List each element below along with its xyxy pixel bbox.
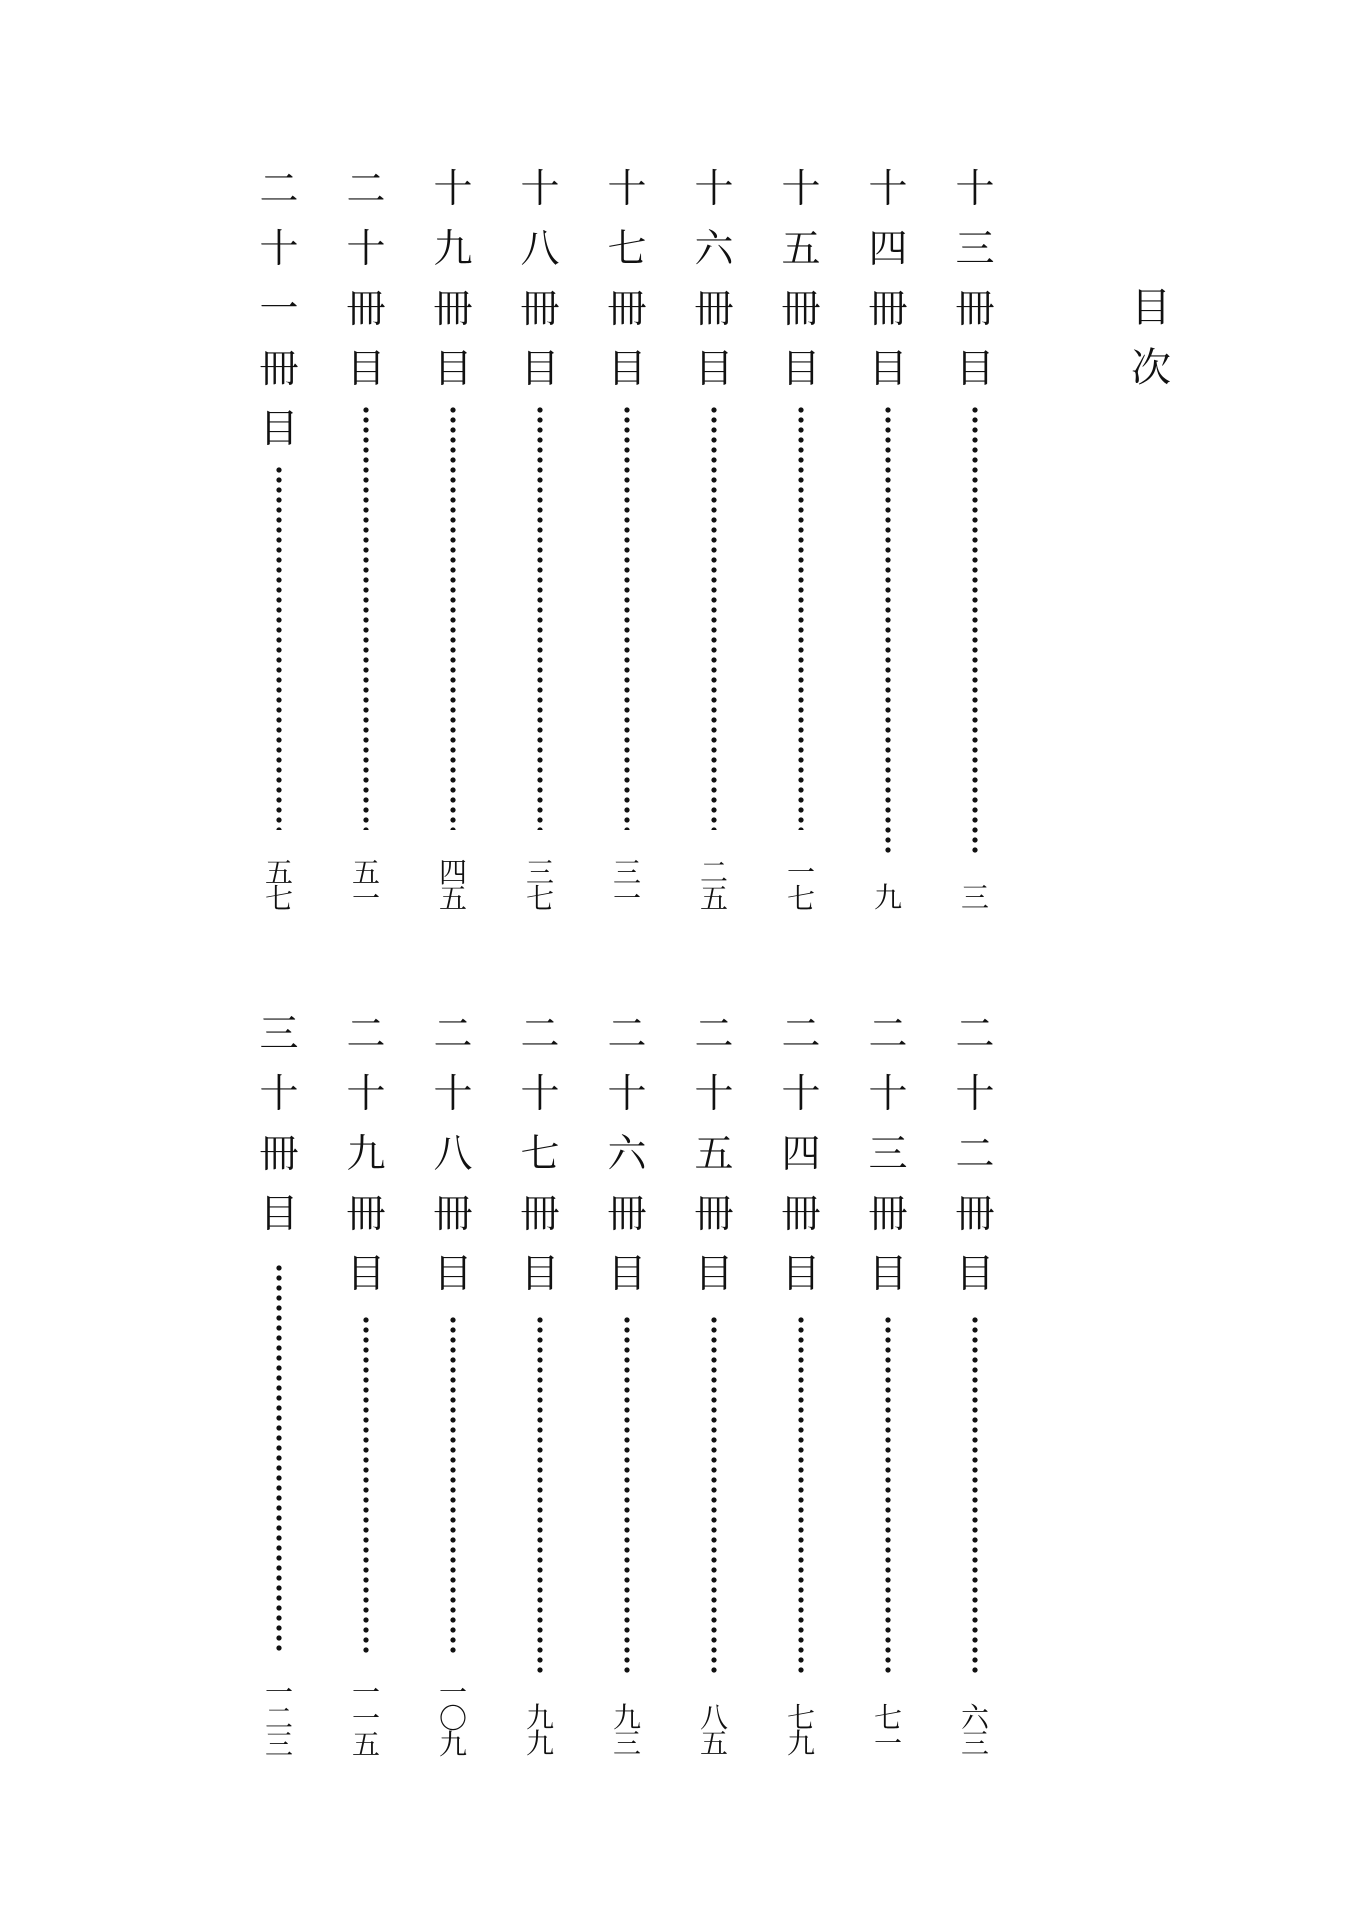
- toc-entry[interactable]: [776, 160, 826, 915]
- dot-leader: [276, 1263, 282, 1655]
- dot-leader: [972, 1315, 978, 1675]
- toc-entry[interactable]: [602, 1005, 652, 1765]
- entry-title: 十三冊目: [955, 167, 995, 392]
- entry-title: 二十冊目: [346, 167, 386, 392]
- entry-title: 十八冊目: [520, 167, 560, 392]
- entry-page-number: 七一: [873, 1701, 902, 1760]
- dot-leader: [363, 1315, 369, 1655]
- entry-page-number: 五七: [264, 856, 293, 915]
- entry-title: 二十八冊目: [433, 1012, 473, 1297]
- dot-leader: [798, 405, 804, 830]
- entry-page-number: 三七: [525, 856, 554, 915]
- dot-leader: [711, 405, 717, 830]
- entry-page-number: 一一五: [351, 1676, 380, 1761]
- entry-title: 十九冊目: [433, 167, 473, 392]
- entry-page-number: 九九: [525, 1701, 554, 1760]
- entry-page-number: 一七: [786, 856, 815, 915]
- dot-leader: [624, 1315, 630, 1675]
- dot-leader: [450, 405, 456, 830]
- entry-title: 二十七冊目: [520, 1012, 560, 1297]
- page-title: 目次: [1131, 285, 1171, 391]
- entry-title: 二十九冊目: [346, 1012, 386, 1297]
- toc-entry[interactable]: [254, 1005, 304, 1765]
- toc-entry[interactable]: [602, 160, 652, 915]
- toc-entry[interactable]: [950, 160, 1000, 914]
- entry-page-number: 三一: [612, 856, 641, 915]
- toc-entry[interactable]: [950, 1005, 1000, 1765]
- entry-page-number: 五一: [351, 856, 380, 915]
- toc-entry[interactable]: [863, 160, 913, 914]
- toc-entry[interactable]: [341, 160, 391, 915]
- toc-upper-block: [0, 160, 1350, 915]
- entry-title: 十六冊目: [694, 167, 734, 392]
- toc-entry[interactable]: [776, 1005, 826, 1765]
- entry-page-number: 四五: [438, 856, 467, 915]
- dot-leader: [972, 405, 978, 855]
- entry-title: 十七冊目: [607, 167, 647, 392]
- dot-leader: [450, 1315, 456, 1655]
- toc-entry[interactable]: [515, 160, 565, 915]
- entry-page-number: 一〇九: [438, 1676, 467, 1761]
- dot-leader: [711, 1315, 717, 1675]
- entry-title: 十五冊目: [781, 167, 821, 392]
- entry-page-number: 九三: [612, 1701, 641, 1760]
- toc-entry[interactable]: [341, 1005, 391, 1765]
- entry-title: 二十五冊目: [694, 1012, 734, 1297]
- entry-title: 二十三冊目: [868, 1012, 908, 1297]
- entry-page-number: 九: [873, 881, 902, 914]
- toc-entry[interactable]: [428, 1005, 478, 1765]
- toc-entry[interactable]: [254, 160, 304, 915]
- dot-leader: [885, 405, 891, 855]
- dot-leader: [537, 1315, 543, 1675]
- toc-entry[interactable]: [515, 1005, 565, 1765]
- entry-page-number: 六三: [960, 1701, 989, 1760]
- dot-leader: [537, 405, 543, 830]
- entry-title: 二十四冊目: [781, 1012, 821, 1297]
- dot-leader: [885, 1315, 891, 1675]
- toc-entry[interactable]: [428, 160, 478, 915]
- entry-title: 三十冊目: [259, 1012, 299, 1237]
- entry-page-number: 七九: [786, 1701, 815, 1760]
- entry-page-number: 三: [960, 881, 989, 914]
- entry-title: 二十一冊目: [259, 167, 299, 452]
- entry-title: 二十六冊目: [607, 1012, 647, 1297]
- entry-title: 二十二冊目: [955, 1012, 995, 1297]
- entry-page-number: 八五: [699, 1701, 728, 1760]
- entry-page-number: 二五: [699, 856, 728, 915]
- toc-lower-block: [0, 1005, 1350, 1765]
- toc-entry[interactable]: [689, 160, 739, 915]
- toc-entry[interactable]: [689, 1005, 739, 1765]
- toc-entry[interactable]: [863, 1005, 913, 1765]
- dot-leader: [363, 405, 369, 830]
- entry-title: 十四冊目: [868, 167, 908, 392]
- dot-leader: [798, 1315, 804, 1675]
- dot-leader: [276, 465, 282, 830]
- entry-page-number: 一二三: [264, 1676, 293, 1761]
- dot-leader: [624, 405, 630, 830]
